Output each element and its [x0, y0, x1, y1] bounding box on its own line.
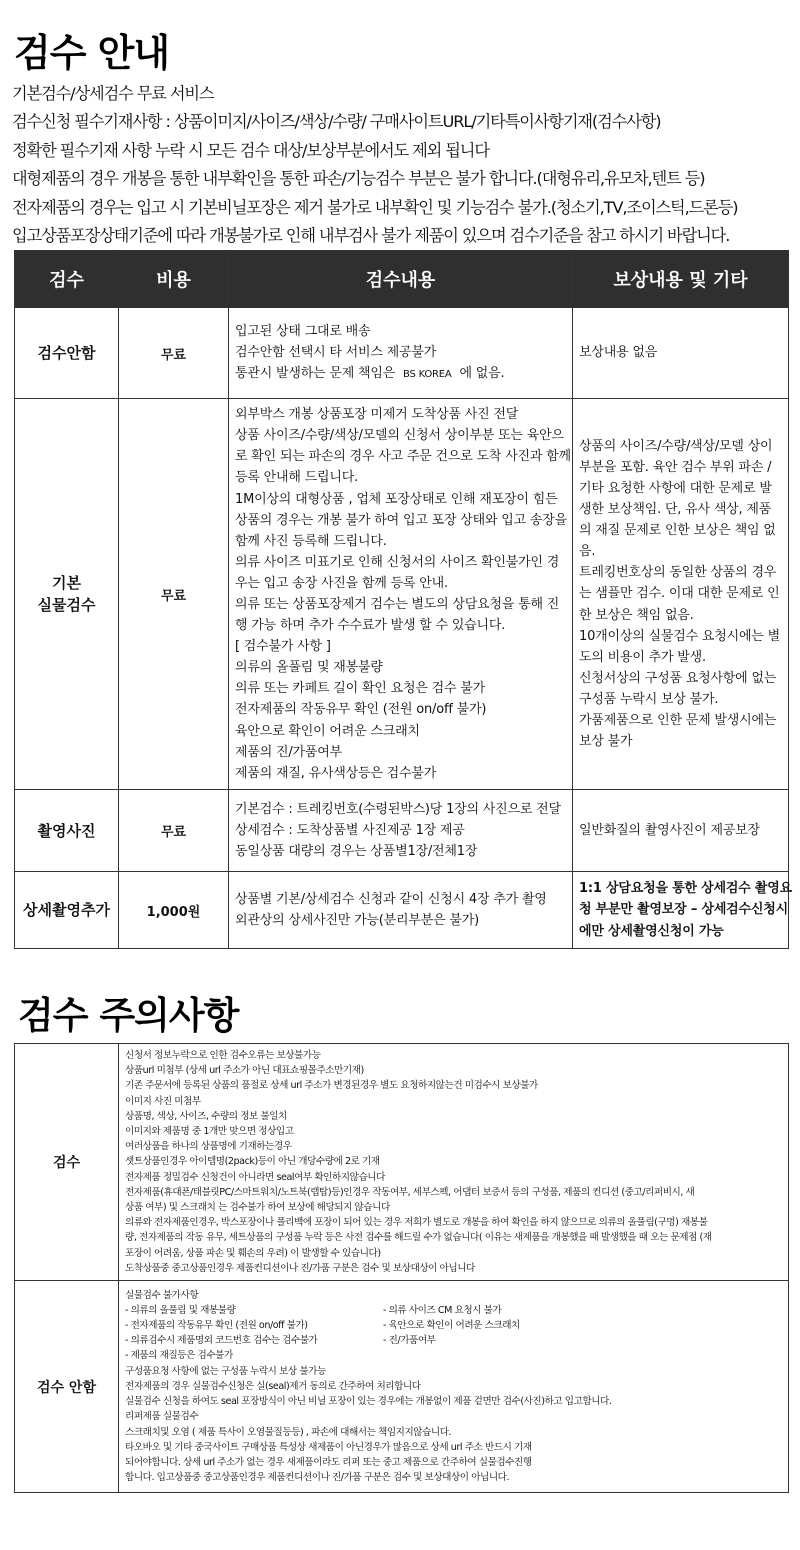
column-header-compensation: 보상내용 및 기타 [573, 251, 789, 308]
intro-notice [12, 80, 792, 250]
column-header-inspection: 검수 [15, 251, 119, 308]
table-header-row [15, 251, 789, 308]
table-row [15, 872, 789, 949]
page-title: 검수 안내 [14, 31, 170, 75]
table-row [15, 308, 789, 399]
row-content: 기본검수 : 트레킹번호(수령된박스)당 1장의 사진으로 전달 상세검수 : 도착상품별 사진제공 1장 제공 동일상품 대량의 경우는 상품별1장/전체1장 [229, 790, 573, 872]
intro-line: 기본검수/상세검수 무료 서비스 [12, 84, 214, 103]
row-compensation: 보상내용 없음 [573, 308, 789, 399]
row-cost: 1,000원 [119, 872, 229, 949]
row-category: 검수 안함 [15, 1281, 119, 1493]
table-row [15, 399, 789, 790]
table-row [15, 1281, 789, 1493]
row-content: 실물검수 불가사항 - 의류의 올풀림 및 재봉불량 - 의류 사이즈 CM 요청시 불가 - 전자제품의 작동유무 확인 (전원 on/off 불가) - 육안으로 확인이 어려운 스크래치 - 의류검수시 제품명외 코드번호 검수는 검수불가 - 진/가품여부 - 제품의 재질등은 검수불가 구성품요청 사항에 없는 구성품 누락시 보상 불가능 전자제품의 경우 실물검수신청은 실(seal)제거 동의로 간주하여 처리합니다 실물검수 신청을 하여도 seal 포장방식이 아닌 비닐 포장이 있는 경우에는 개봉없이 제품 겉면만 검수(사진)하고 입고합니다. 리퍼제품 실물검수 스크래치및 오염 ( 제품 특사이 오염물질등등) , 파손에 대해서는 책임지지않습니다. 타오바오 및 기타 중국사이트 구매상품 특성상 새제품이 아닌경우가 많음으로 상세 url 주소 반드시 기재 되어야합니다. 상세 url 주소가 없는 경우 새제품이라도 리퍼 또는 중고 제품으로 간주하여 실물검수진행 합니다. 입고상품중 중고상품인경우 제품컨디션이나 진/가품 구분은 검수 및 보상대상이 아닙니다. [119, 1281, 789, 1493]
caution-table [14, 1043, 789, 1493]
intro-line: 대형제품의 경우 개봉을 통한 내부확인을 통한 파손/기능검수 부분은 불가 합니다.(대형유리,유모차,텐트 등) [12, 169, 705, 189]
row-compensation: 1:1 상담요청을 통한 상세검수 촬영요 청 부분만 촬영보장 – 상세검수신청시 에만 상세촬영신청이 가능 [573, 872, 789, 949]
row-content: 외부박스 개봉 상품포장 미제거 도착상품 사진 전달 상품 사이즈/수량/색상/모델의 신청서 상이부분 또는 육안으 로 확인 되는 파손의 경우 사고 주문 건으로 도착 사진과 함께 등록 안내해 드립니다. 1M이상의 대형상품 , 업체 포장상태로 인해 재포장이 힘든 상품의 경우는 개봉 불가 하여 입고 포장 상태와 입고 송장을 함께 사진 등록해 드립니다. 의류 사이즈 미표기로 인해 신청서의 사이즈 확인불가인 경 우는 입고 송장 사진을 함께 등록 안내. 의류 또는 상품포장제거 검수는 별도의 상담요청을 통해 진 행 가능 하며 추가 수수료가 발생 할 수 있습니다. [ 검수불가 사항 ] 의류의 올풀림 및 재봉불량 의류 또는 카페트 길이 확인 요청은 검수 불가 전자제품의 작동유무 확인 (전원 on/off 불가) 육안으로 확인이 어려운 스크래치 제품의 진/가품여부 제품의 재질, 유사색상등은 검수불가 [229, 399, 573, 790]
intro-line: 전자제품의 경우는 입고 시 기본비닐포장은 제거 불가로 내부확인 및 기능검수 불가.(청소기,TV,조이스틱,드론등) [12, 197, 738, 217]
row-content: 신청서 정보누락으로 인한 검수오류는 보상불가능 상품url 미첨부 (상세 url 주소가 아닌 대표쇼핑몰주소만기재) 기존 주문서에 등록된 상품의 품절로 상세 url 주소가 변경된경우 별도 요청하지않는건 미검수시 보상불가 이미지 사진 미첨부 상품명, 색상, 사이즈, 수량의 정보 불일치 이미지와 제품명 중 1개만 맞으면 정상입고 여러상품을 하나의 상품명에 기재하는경우 셋트상품인경우 아이템명(2pack)등이 아닌 개당수량에 2로 기재 전자제품 정밀검수 신청건이 아니라면 seal여부 확인하지않습니다 전자제품(휴대폰/태블릿PC/스마트워치/노트북(랩탑)등)인경우 작동여부, 세부스펙, 어댑터 보증서 등의 구성품, 제품의 컨디션 (중고/리퍼비시, 새 상품 여부) 및 스크래치 는 검수불가 하여 보상에 해당되지 않습니다 의류와 전자제품인경우, 박스포장이나 폴리백에 포장이 되어 있는 경우 저희가 별도로 개봉을 하여 확인을 하지 않으므로 의류의 올풀림(구멍) 재봉불 량, 전자제품의 작동 유무, 세트상품의 구성품 누락 등은 사전 검수를 해드릴 수가 없습니다( 이유는 새제품을 개봉했을 때 발생했을 때 오는 문제점 (재 포장이 어려움, 상품 파손 및 훼손의 우려) 이 발생할 수 있습니다) 도착상품중 중고상품인경우 제품컨디션이나 진/가품 구분은 검수 및 보상대상이 아닙니다 [119, 1044, 789, 1281]
row-category: 기본 실물검수 [15, 399, 119, 790]
row-category: 검수안함 [15, 308, 119, 399]
column-header-cost: 비용 [119, 251, 229, 308]
row-cost: 무료 [119, 790, 229, 872]
inspection-table [14, 250, 793, 949]
table-row [15, 1044, 789, 1281]
table-row [15, 790, 789, 872]
row-content: 입고된 상태 그대로 배송 검수안함 선택시 타 서비스 제공불가 통관시 발생하는 문제 책임은 BS KOREA 에 없음. [229, 308, 573, 399]
row-category: 상세촬영추가 [15, 872, 119, 949]
row-cost: 무료 [119, 399, 229, 790]
row-compensation: 상품의 사이즈/수량/색상/모델 상이 부분을 포함. 육안 검수 부위 파손 / 기타 요청한 사항에 대한 문제로 발 생한 보상책임. 단, 유사 색상, 제품 의 재질 문제로 인한 보상은 책임 없 음. 트레킹번호상의 동일한 상품의 경우 는 샘플만 검수. 이대 대한 문제로 인 한 보상은 책임 없음. 10개이상의 실물검수 요청시에는 별 도의 비용이 추가 발생. 신청서상의 구성품 요청사항에 없는 구성품 누락시 보상 불가. 가품제품으로 인한 문제 발생시에는 보상 불가 [573, 399, 789, 790]
intro-line: 정확한 필수기재 사항 누락 시 모든 검수 대상/보상부분에서도 제외 됩니다 [12, 140, 489, 160]
row-category: 검수 [15, 1044, 119, 1281]
row-category: 촬영사진 [15, 790, 119, 872]
row-content: 상품별 기본/상세검수 신청과 같이 신청시 4장 추가 촬영 외관상의 상세사진만 가능(분리부분은 불가) [229, 872, 573, 949]
caution-title: 검수 주의사항 [18, 994, 239, 1037]
column-header-content: 검수내용 [229, 251, 573, 308]
row-compensation: 일반화질의 촬영사진이 제공보장 [573, 790, 789, 872]
row-cost: 무료 [119, 308, 229, 399]
intro-line: 입고상품포장상태기준에 따라 개봉불가로 인해 내부검사 불가 제품이 있으며 검수기준을 참고 하시기 바랍니다. [12, 226, 730, 246]
intro-line: 검수신청 필수기재사항 : 상품이미지/사이즈/색상/수량/ 구매사이트URL/기타특이사항기재(검수사항) [12, 112, 661, 132]
